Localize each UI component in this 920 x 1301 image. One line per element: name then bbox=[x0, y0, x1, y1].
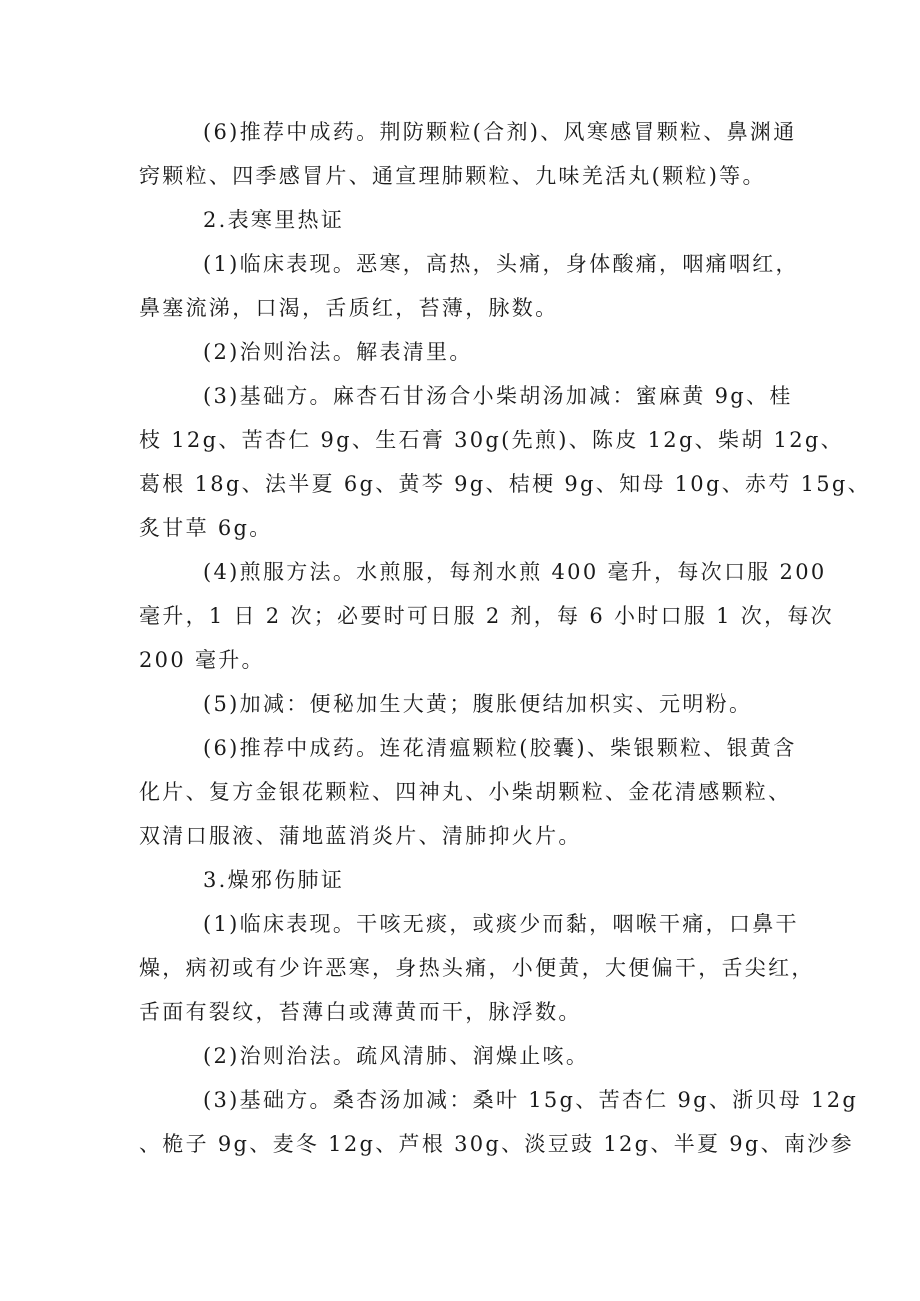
text-line: 舌面有裂纹，苔薄白或薄黄而干，脉浮数。 bbox=[139, 1000, 582, 1024]
text-line: (2)治则治法。解表清里。 bbox=[203, 340, 473, 364]
text-line: 葛根 18g、法半夏 6g、黄芩 9g、桔梗 9g、知母 10g、赤芍 15g、 bbox=[139, 472, 871, 496]
text-line: 鼻塞流涕，口渴，舌质红，苔薄，脉数。 bbox=[139, 296, 559, 320]
text-line: (5)加减：便秘加生大黄；腹胀便结加枳实、元明粉。 bbox=[203, 692, 753, 716]
text-line: 枝 12g、苦杏仁 9g、生石膏 30g(先煎)、陈皮 12g、柴胡 12g、 bbox=[139, 428, 844, 452]
text-line: (3)基础方。麻杏石甘汤合小柴胡汤加减：蜜麻黄 9g、桂 bbox=[203, 384, 793, 408]
text-line: 毫升，1 日 2 次；必要时可日服 2 剂，每 6 小时口服 1 次，每次 bbox=[139, 604, 834, 628]
text-line: (1)临床表现。干咳无痰，或痰少而黏，咽喉干痛，口鼻干 bbox=[203, 912, 799, 936]
text-line: 、桅子 9g、麦冬 12g、芦根 30g、淡豆豉 12g、半夏 9g、南沙参 bbox=[139, 1132, 854, 1156]
section-heading: 3.燥邪伤肺证 bbox=[203, 868, 345, 892]
text-line: (6)推荐中成药。荆防颗粒(合剂)、风寒感冒颗粒、鼻渊通 bbox=[203, 120, 797, 144]
text-line: (3)基础方。桑杏汤加减：桑叶 15g、苦杏仁 9g、浙贝母 12g bbox=[203, 1088, 859, 1112]
section-heading: 2.表寒里热证 bbox=[203, 208, 345, 232]
text-line: 200 毫升。 bbox=[139, 648, 265, 672]
text-line: 窍颗粒、四季感冒片、通宣理肺颗粒、九味羌活丸(颗粒)等。 bbox=[139, 164, 766, 188]
text-line: (6)推荐中成药。连花清瘟颗粒(胶囊)、柴银颗粒、银黄含 bbox=[203, 736, 797, 760]
text-line: (1)临床表现。恶寒，高热，头痛，身体酸痛，咽痛咽红， bbox=[203, 252, 799, 276]
text-line: 化片、复方金银花颗粒、四神丸、小柴胡颗粒、金花清感颗粒、 bbox=[139, 780, 792, 804]
text-line: 炙甘草 6g。 bbox=[139, 516, 273, 540]
text-line: 双清口服液、蒲地蓝消炎片、清肺抑火片。 bbox=[139, 824, 582, 848]
text-line: 燥，病初或有少许恶寒，身热头痛，小便黄，大便偏干，舌尖红， bbox=[139, 956, 815, 980]
text-line: (2)治则治法。疏风清肺、润燥止咳。 bbox=[203, 1044, 590, 1068]
text-line: (4)煎服方法。水煎服，每剂水煎 400 毫升，每次口服 200 bbox=[203, 560, 827, 584]
